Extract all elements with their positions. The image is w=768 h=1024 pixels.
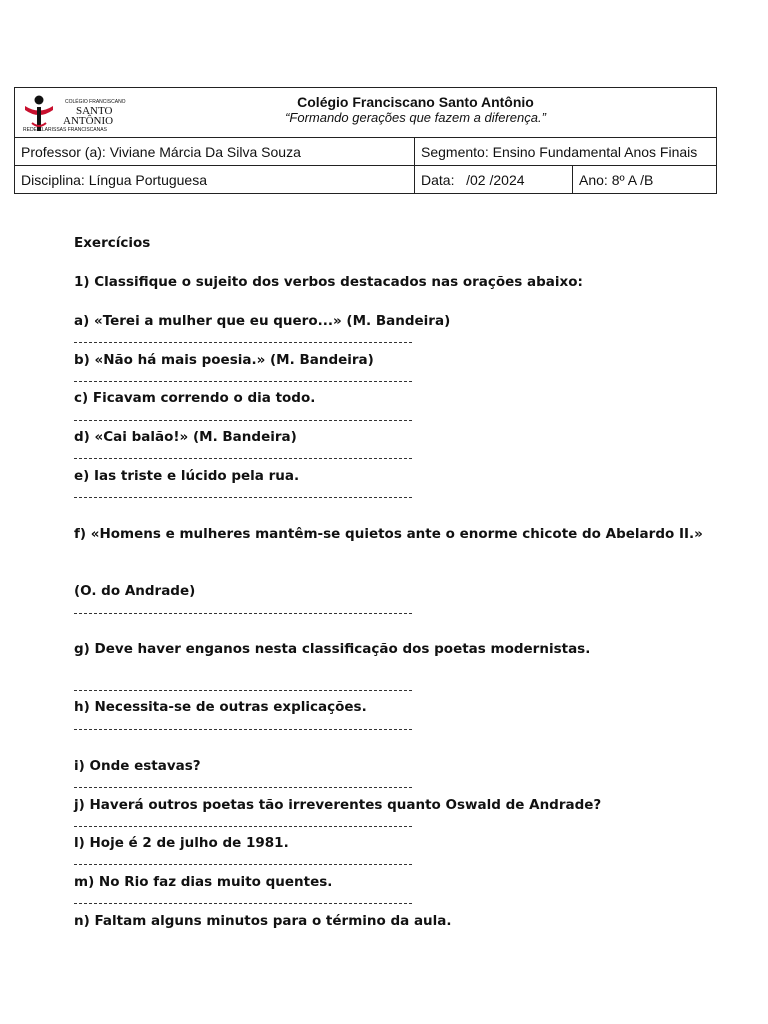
school-motto: “Formando gerações que fazem a diferença.” — [285, 110, 546, 125]
answer-line-j[interactable] — [74, 826, 412, 827]
answer-line-g[interactable] — [74, 690, 412, 691]
logo-line4: REDE CLARISSAS FRANCISCANAS — [23, 127, 107, 133]
header-table — [14, 87, 717, 194]
item-b: b) «Não há mais poesia.» (M. Bandeira) — [74, 352, 374, 368]
professor-field: Professor (a): Viviane Márcia Da Silva Souza — [21, 144, 301, 160]
answer-line-f[interactable] — [74, 613, 412, 614]
exercise-title: Exercícios — [74, 235, 151, 251]
item-i: i) Onde estavas? — [74, 758, 201, 774]
data-field: Data: /02 /2024 — [421, 172, 525, 188]
item-l: l) Hoje é 2 de julho de 1981. — [74, 835, 289, 851]
answer-line-i[interactable] — [74, 787, 412, 788]
answer-line-b[interactable] — [74, 381, 412, 382]
item-g: g) Deve haver enganos nesta classificação dos poetas modernistas. — [74, 641, 591, 657]
item-f: f) «Homens e mulheres mantêm-se quietos ante o enorme chicote do Abelardo II.» — [74, 526, 703, 542]
answer-line-m[interactable] — [74, 903, 412, 904]
answer-line-d[interactable] — [74, 458, 412, 459]
answer-line-a[interactable] — [74, 342, 412, 343]
item-a: a) «Terei a mulher que eu quero...» (M. Bandeira) — [74, 313, 451, 329]
item-c: c) Ficavam correndo o dia todo. — [74, 390, 316, 406]
disciplina-field: Disciplina: Língua Portuguesa — [21, 172, 208, 188]
item-h: h) Necessita-se de outras explicações. — [74, 699, 367, 715]
item-m: m) No Rio faz dias muito quentes. — [74, 874, 333, 890]
item-n: n) Faltam alguns minutos para o término da aula. — [74, 913, 452, 929]
question-1: 1) Classifique o sujeito dos verbos destacados nas orações abaixo: — [74, 274, 583, 290]
logo-line1: COLÉGIO FRANCISCANO — [65, 99, 126, 105]
item-e: e) Ias triste e lúcido pela rua. — [74, 468, 300, 484]
item-f-author: (O. do Andrade) — [74, 583, 196, 599]
answer-line-e[interactable] — [74, 497, 412, 498]
ano-field: Ano: 8º A /B — [579, 172, 654, 188]
item-j: j) Haverá outros poetas tão irreverentes quanto Oswald de Andrade? — [74, 797, 602, 813]
answer-line-l[interactable] — [74, 864, 412, 865]
item-d: d) «Cai balão!» (M. Bandeira) — [74, 429, 297, 445]
school-name: Colégio Franciscano Santo Antônio — [297, 94, 534, 110]
answer-line-h[interactable] — [74, 729, 412, 730]
logo-line3: ANTÔNIO — [63, 115, 114, 127]
answer-line-c[interactable] — [74, 420, 412, 421]
segmento-field: Segmento: Ensino Fundamental Anos Finais — [421, 144, 698, 160]
logo-line2: SANTO — [76, 105, 113, 117]
